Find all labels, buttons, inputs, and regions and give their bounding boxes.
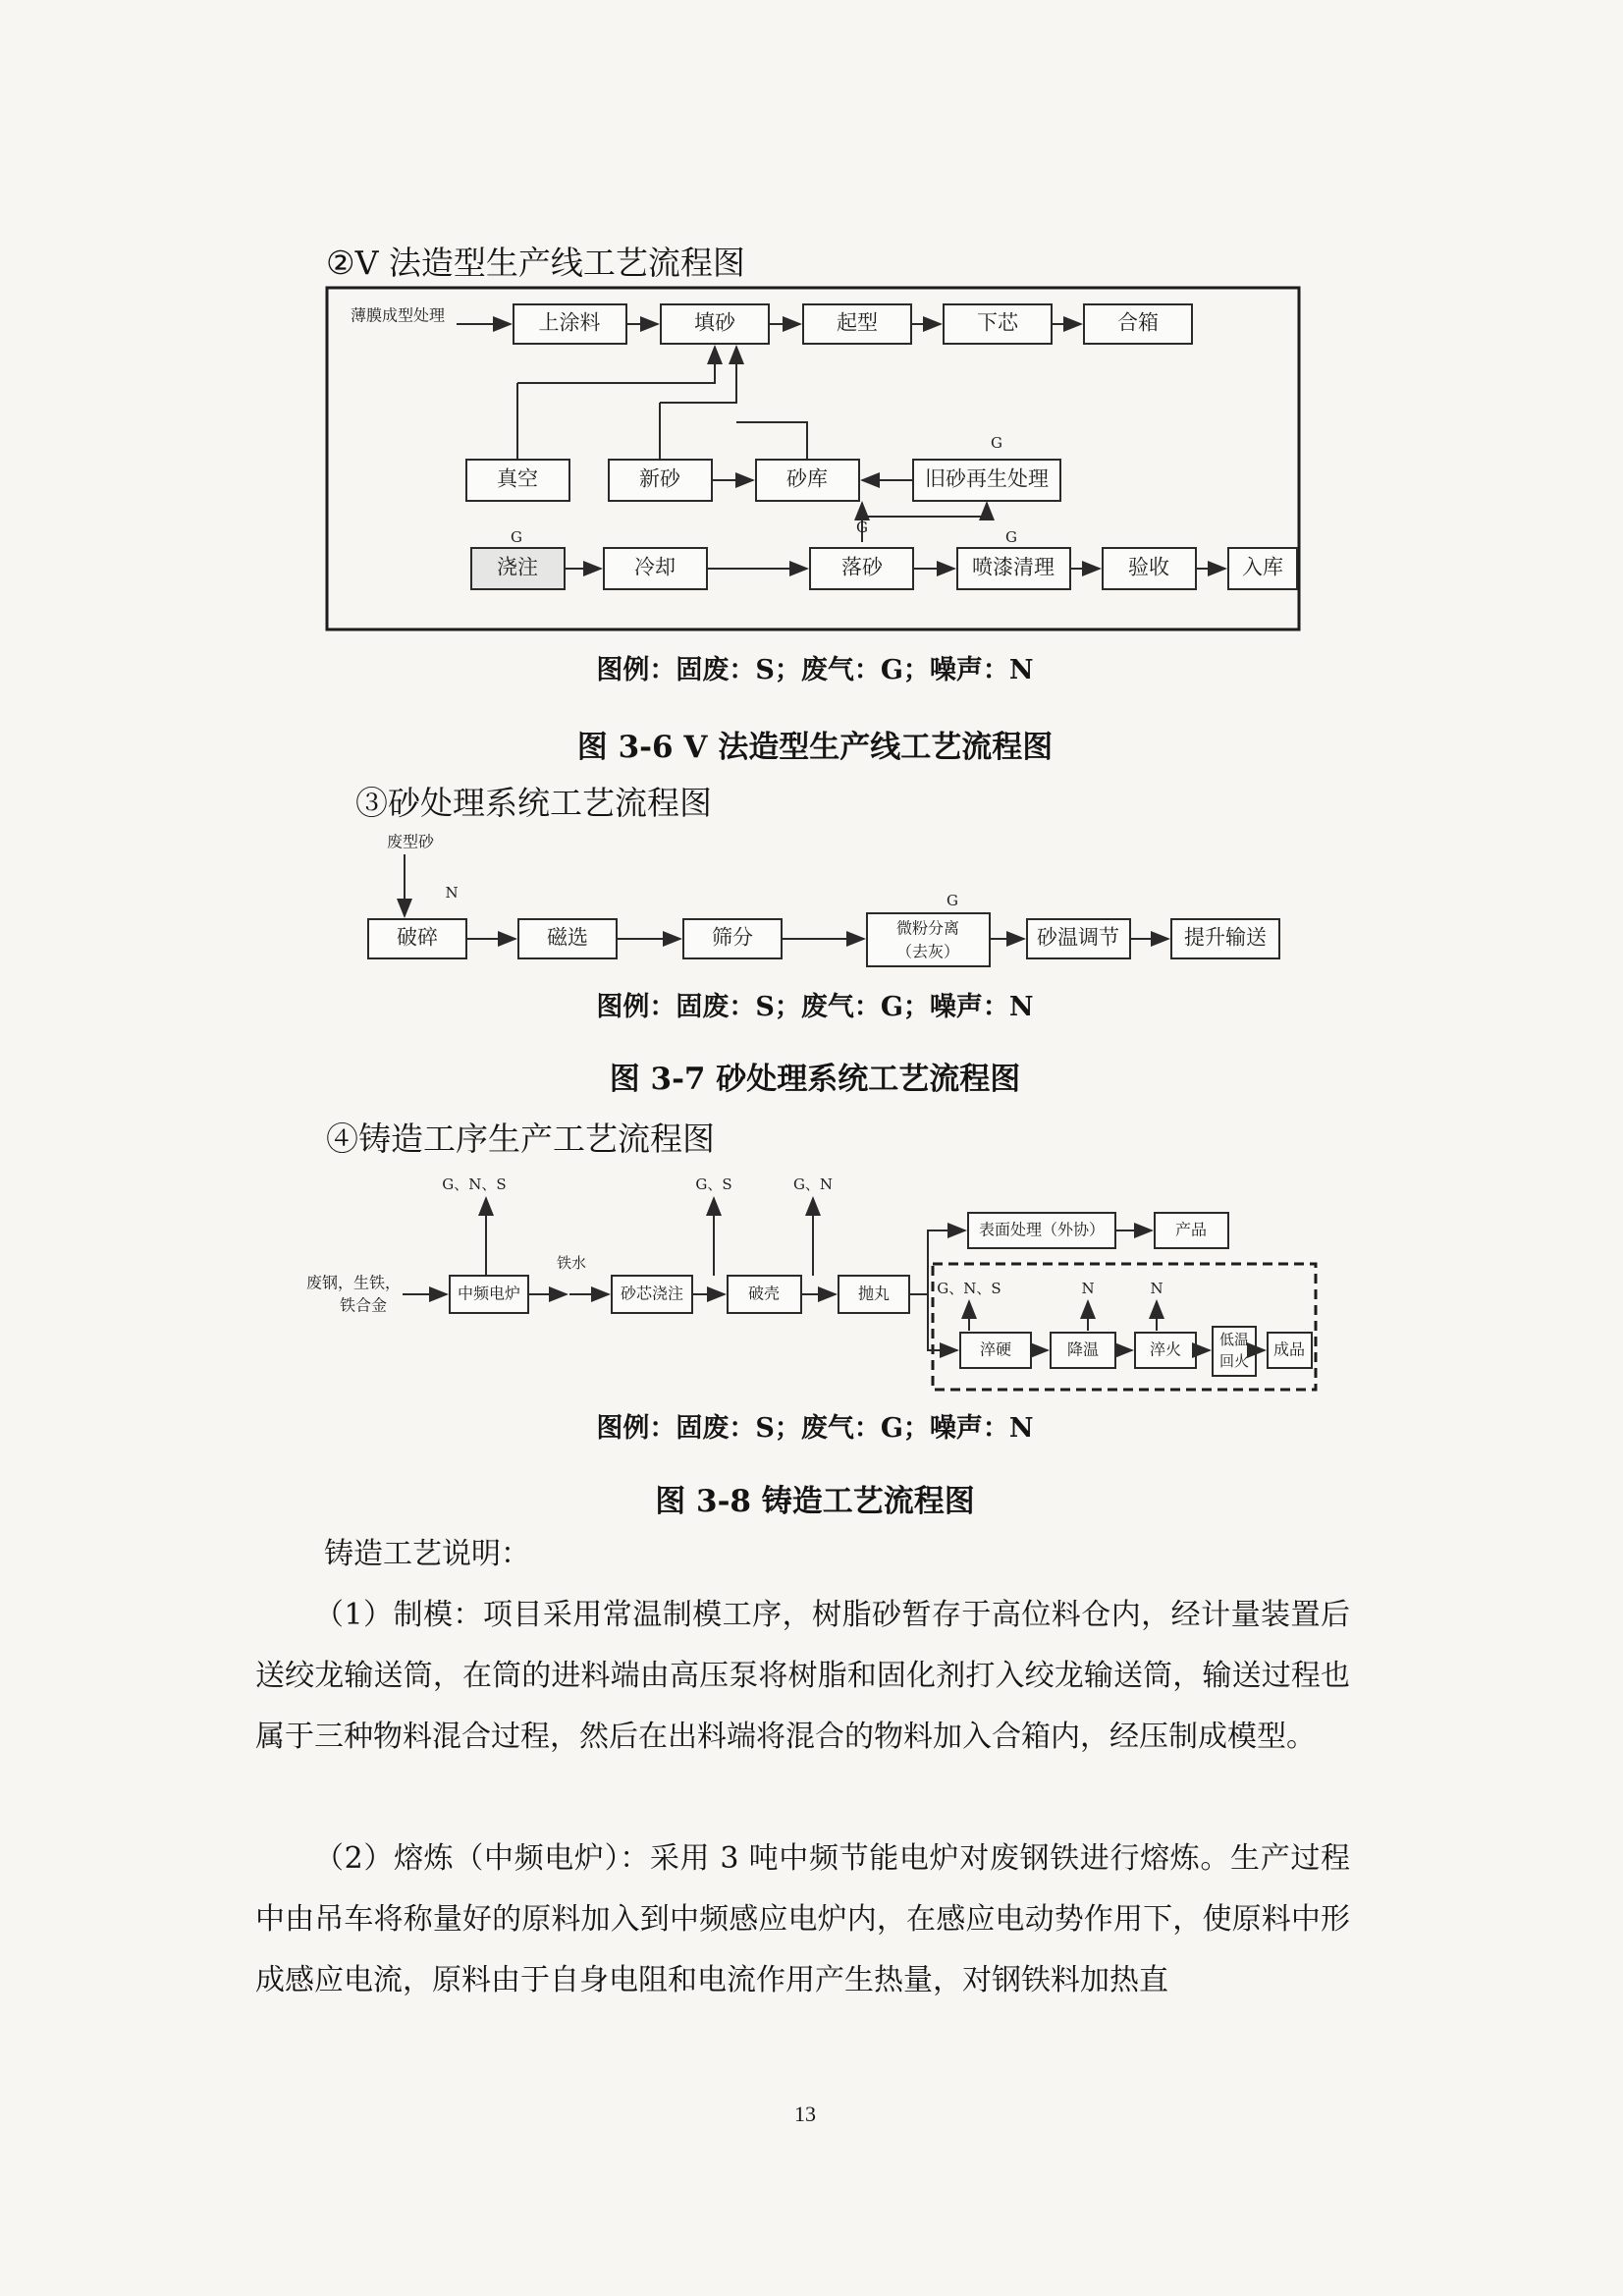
- svg-text:落砂: 落砂: [841, 555, 883, 579]
- caption-fig36: 图 3-6 V 法造型生产线工艺流程图: [576, 730, 1054, 765]
- svg-text:抛丸: 抛丸: [857, 1284, 891, 1303]
- svg-text:砂温调节: 砂温调节: [1037, 925, 1119, 950]
- casting-process-flowchart: [305, 1174, 1321, 1404]
- section-heading-casting-process: ④铸造工序生产工艺流程图: [326, 1120, 715, 1158]
- svg-text:微粉分离: 微粉分离: [895, 918, 960, 938]
- svg-text:废钢，生铁，: 废钢，生铁，: [305, 1273, 402, 1292]
- svg-text:砂芯浇注: 砂芯浇注: [620, 1284, 684, 1303]
- sand-process-flowchart: [363, 825, 1296, 982]
- svg-text:提升输送: 提升输送: [1184, 925, 1267, 950]
- svg-text:N: N: [1081, 1280, 1095, 1297]
- page-number: 13: [794, 2102, 816, 2126]
- node-film-label: 薄膜成型处理: [350, 305, 446, 325]
- svg-text:冷却: 冷却: [634, 555, 676, 579]
- section-heading-v-process: ②V 法造型生产线工艺流程图: [326, 244, 745, 282]
- v-process-flowchart: [324, 285, 1306, 648]
- svg-text:填砂: 填砂: [694, 310, 735, 335]
- svg-text:铁合金: 铁合金: [339, 1295, 388, 1315]
- svg-text:G、N、S: G、N、S: [442, 1175, 507, 1193]
- svg-text:N: N: [1150, 1280, 1163, 1297]
- svg-text:入库: 入库: [1242, 555, 1283, 579]
- svg-text:真空: 真空: [497, 466, 538, 491]
- svg-text:铁水: 铁水: [556, 1254, 587, 1272]
- svg-text:旧砂再生处理: 旧砂再生处理: [925, 466, 1049, 491]
- svg-text:浇注: 浇注: [497, 555, 538, 579]
- caption-fig38: 图 3-8 铸造工艺流程图: [655, 1484, 975, 1519]
- svg-text:喷漆清理: 喷漆清理: [972, 555, 1055, 579]
- svg-text:成品: 成品: [1272, 1339, 1306, 1359]
- svg-text:废型砂: 废型砂: [386, 832, 435, 851]
- section-heading-sand-process: ③砂处理系统工艺流程图: [355, 784, 712, 822]
- svg-text:中频电炉: 中频电炉: [457, 1284, 521, 1303]
- svg-text:产品: 产品: [1174, 1220, 1208, 1239]
- svg-text:合箱: 合箱: [1117, 310, 1159, 335]
- paragraph-smelting: （2）熔炼（中频电炉）：采用 3 吨中频节能电炉对废钢铁进行熔炼。生产过程中由吊车将称量好的原料加入到中频感应电炉内，在感应电动势作用下，使原料中形成感应电流，原料由于自身电阻和电流作用产生热量，对钢铁料加热直: [255, 1841, 1350, 1997]
- svg-text:起型: 起型: [837, 310, 878, 335]
- intro-text: 铸造工艺说明：: [324, 1537, 530, 1571]
- svg-text:G、N: G、N: [792, 1175, 834, 1193]
- svg-text:下芯: 下芯: [977, 310, 1018, 335]
- svg-text:低温: 低温: [1218, 1331, 1250, 1348]
- paragraph-molding: （1）制模：项目采用常温制模工序，树脂砂暂存于高位料仓内，经计量装置后送绞龙输送筒，在筒的进料端由高压泵将树脂和固化剂打入绞龙输送筒，输送过程也属于三种物料混合过程，然后在出料端将混合的物料加入合箱内，经压制成模型。: [255, 1598, 1350, 1754]
- svg-text:表面处理（外协）: 表面处理（外协）: [978, 1220, 1106, 1239]
- legend-fig36: 图例：固废：S；废气：G；噪声：N: [596, 655, 1034, 685]
- svg-text:磁选: 磁选: [547, 925, 588, 950]
- svg-text:G: G: [856, 519, 868, 536]
- legend-fig38: 图例：固废：S；废气：G；噪声：N: [596, 1413, 1034, 1444]
- svg-text:砂库: 砂库: [786, 466, 828, 491]
- svg-text:G: G: [947, 892, 958, 909]
- svg-text:（去灰）: （去灰）: [895, 942, 960, 961]
- svg-text:G、S: G、S: [695, 1175, 732, 1193]
- svg-text:G: G: [511, 528, 522, 546]
- svg-text:新砂: 新砂: [639, 466, 680, 491]
- svg-text:淬硬: 淬硬: [979, 1339, 1012, 1359]
- svg-text:破壳: 破壳: [747, 1284, 781, 1303]
- svg-text:N: N: [445, 884, 459, 902]
- svg-text:降温: 降温: [1066, 1339, 1100, 1359]
- svg-text:回火: 回火: [1218, 1352, 1250, 1370]
- caption-fig37: 图 3-7 砂处理系统工艺流程图: [609, 1062, 1021, 1097]
- svg-text:淬火: 淬火: [1149, 1339, 1182, 1359]
- svg-text:破碎: 破碎: [397, 925, 438, 950]
- svg-text:G、N、S: G、N、S: [937, 1280, 1001, 1297]
- svg-text:验收: 验收: [1128, 555, 1169, 579]
- svg-text:筛分: 筛分: [712, 925, 753, 950]
- svg-text:G: G: [991, 434, 1002, 452]
- svg-text:G: G: [1005, 528, 1017, 546]
- svg-text:上涂料: 上涂料: [538, 310, 601, 335]
- legend-fig37: 图例：固废：S；废气：G；噪声：N: [596, 992, 1034, 1022]
